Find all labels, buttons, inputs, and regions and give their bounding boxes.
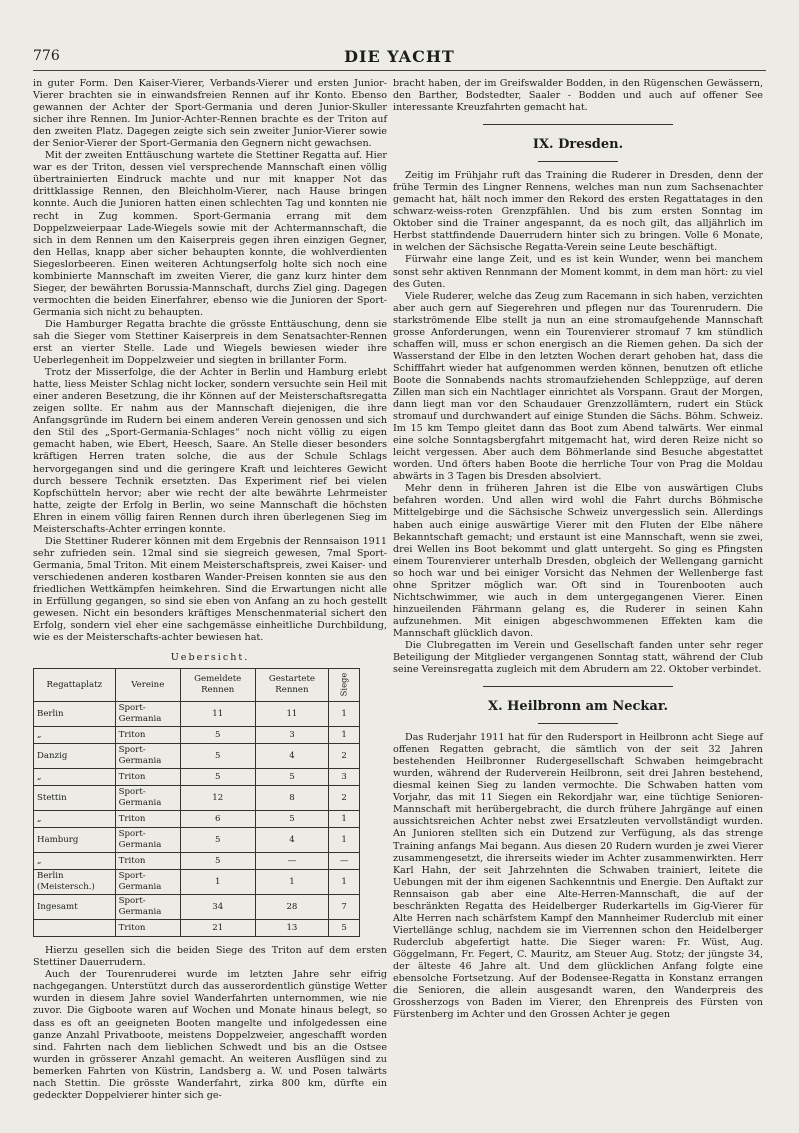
cell-gemeldete: 21	[180, 920, 255, 937]
cell-siege: 1	[329, 702, 360, 727]
cell-gemeldete: 5	[180, 853, 255, 870]
left-paragraph: Trotz der Misserfolge, die der Achter in Berlin und Hamburg erlebt hatte, liess Meister Schlag nicht locker, sondern versuchte sein Heil mit einer anderen Besetzung, die ihr Können auf der Meisterschaftsregatta zeigen sollte. Er nahm aus der Mannschaft diejenigen, die ihre Anfangsgründe im Rudern bei einem anderen Verein genossen und sich den Stil des „Sport-Germania-Schlages“ noch nicht völlig zu eigen gemacht haben, wie Ebert, Heesch, Saare. An Stelle dieser besonders kräftigen Herren traten solche, die aus der Schule Schlags hervorgegangen sind und die geringere Kraft und leichteres Gewicht durch bessere Technik ersetzten. Das Experiment rief bei vielen Kopfschütteln hervor; aber wie recht der alte bewährte Lehrmeister hatte, zeigte der Erfolg in Berlin, wo seine Mannschaft die höchsten Ehren in einem völlig fairen Rennen durch ihren überlegenen Sieg im Meisterschafts-Achter erringen konnte.	[33, 367, 387, 535]
table-header-row	[34, 669, 360, 702]
cell-regattaplatz: „	[34, 727, 116, 744]
cell-siege: 1	[329, 870, 360, 895]
left-paragraph: Die Stettiner Ruderer können mit dem Ergebnis der Rennsaison 1911 sehr zufrieden sein. 12mal sind sie siegreich gewesen, 7mal Sport-Germania, 5mal Triton. Mit einem Meisterschaftspreis, zwei Kaiser- und verschiedenen anderen kostbaren Wander-Preisen konnten sie aus den friedlichen Wettkämpfen heimkehren. Sind die Erwartungen nicht alle in Erfüllung gegangen, so sind sie eben von Anfang an zu hoch gestellt gewesen. Nicht ein besonders kräftiges Menschenmaterial sichert den Erfolg, sondern viel eher eine sachgemässe einheitliche Durchbildung, wie es der Meisterschafts-achter bewiesen hat.	[33, 535, 387, 644]
cell-verein: Sport-Germania	[115, 744, 180, 769]
section-divider	[483, 124, 673, 125]
table-row	[34, 895, 360, 920]
cell-siege: 1	[329, 727, 360, 744]
left-paragraph: Die Hamburger Regatta brachte die grösste Enttäuschung, denn sie sah die Sieger vom Stettiner Kaiserpreis in dem Senatsachter-Rennen erst an vierter Stelle. Lade und Wiegels bewiesen wieder ihre Ueberlegenheit im Doppelzweier und siegten in brillanter Form.	[33, 318, 387, 367]
cell-gemeldete: 5	[180, 727, 255, 744]
table-title: Uebersicht.	[170, 652, 250, 664]
cell-regattaplatz: Berlin (Meistersch.)	[34, 870, 116, 895]
page-number: 776	[33, 48, 60, 64]
cell-regattaplatz: Hamburg	[34, 828, 116, 853]
cell-gestartete: 1	[255, 870, 329, 895]
cell-verein: Triton	[115, 853, 180, 870]
col-header-siege: Siege	[329, 669, 360, 702]
table-row	[34, 744, 360, 769]
cell-gestartete: 5	[255, 769, 329, 786]
table-row	[34, 786, 360, 811]
cell-siege: 1	[329, 828, 360, 853]
cell-regattaplatz: Danzig	[34, 744, 116, 769]
col-header-regattaplatz: Regattaplatz	[34, 669, 116, 702]
cell-siege: 2	[329, 744, 360, 769]
cell-gemeldete: 6	[180, 811, 255, 828]
cell-regattaplatz: „	[34, 769, 116, 786]
cell-verein: Sport-Germania	[115, 828, 180, 853]
cell-regattaplatz: Stettin	[34, 786, 116, 811]
cell-regattaplatz: Ingesamt	[34, 895, 116, 920]
left-paragraph: Mit der zweiten Enttäuschung wartete die Stettiner Regatta auf. Hier war es der Triton, dessen viel versprechende Mannschaft einen völlig übertrainierten Eindruck machte und nur mit knapper Not das drittklassige Rennen, den Bleichholm-Vierer, nach Hause bringen konnte. Auch die Junioren hatten einen schlechten Tag und konnten nie recht in Zug kommen. Sport-Germania errang mit dem Doppelzweierpaar Lade-Wiegels sowie mit der Achtermannschaft, die sich in dem Rennen um den Kaiserpreis gegen ihren einzigen Gegner, den Hellas, knapp aber sicher behaupten konnte, die wohlverdienten Siegeslorbeeren. Einen weiteren Achtungserfolg holte sich noch eine kombinierte Mannschaft im zweiten Vierer, die ganz kurz hinter dem Sieger, der bewährten Borussia-Mannschaft, durchs Ziel ging. Dagegen vermochten die beiden Einerfahrer, ebenso wie die Junioren der Sport-Germania sich nicht zu behaupten.	[33, 150, 387, 318]
cell-gemeldete: 5	[180, 744, 255, 769]
cell-siege: —	[329, 853, 360, 870]
cell-gemeldete: 5	[180, 828, 255, 853]
cell-gestartete: 3	[255, 727, 329, 744]
cell-siege: 3	[329, 769, 360, 786]
cell-verein: Sport-Germania	[115, 895, 180, 920]
cell-gemeldete: 1	[180, 870, 255, 895]
cell-verein: Sport-Germania	[115, 786, 180, 811]
section-divider	[483, 686, 673, 687]
cell-siege: 5	[329, 920, 360, 937]
col-header-gemeldete: Gemeldete Rennen	[180, 669, 255, 702]
cell-gemeldete: 11	[180, 702, 255, 727]
heilbronn-paragraph: Das Ruderjahr 1911 hat für den Rudersport in Heilbronn acht Siege auf offenen Regatten gebracht, die sämtlich von der seit 32 Jahren bestehenden Heilbronner Rudergesellschaft Schwaben heimgebracht wurden, während der Ruderverein Heilbronn, seit drei Jahren bestehend, diesmal keinen Sieg zu landen vermochte. Die Schwaben hatten vom Vorjahr, das mit 11 Siegen ein Rekordjahr war, eine tüchtige Senioren-Mannschaft mit herübergebracht, die durch frühere Jahrgänge auf einen aussichtsreichen Achter nebst zwei Ersatzleuten vervollständigt wurden. An Junioren stellten sich ein Dutzend zur Verfügung, als das strenge Training anfangs Mai begann. Aus diesen 20 Rudern wurden je zwei Vierer zusammengesetzt, die ihrerseits wieder im Achter zusammenwirkten. Herr Karl Hahn, der seit Jahrzehnten die Schwaben trainiert, leitete die Uebungen mit der ihm eigenen Sachkenntnis und Energie. Den Auftakt zur Rennsaison gab aber eine Alte-Herren-Mannschaft, die auf der beschränkten Regatta des Heidelberger Ruderkartells im Gig-Vierer für Alte Herren nach schärfstem Kampf den Mannheimer Ruderclub mit einer Viertellänge schlug, nachdem sie im Vierrennen schon den Heidelberger Ruderclub abgefertigt hatte. Die Sieger waren: Fr. Wüst, Aug. Göggelmann, Fr. Fegert, C. Mauritz, am Steuer Aug. Stotz; der jüngste 34, der älteste 46 Jahre alt. Und dem glücklichen Anfang folgte eine ebensolche Fortsetzung. Auf der Bodensee-Regatta in Konstanz errangen die Senioren, die allein ausgesandt waren, den Wanderpreis des Grossherzogs von Baden im Vierer, den Ehrenpreis des Fürsten von Fürstenberg im Achter und den Grossen Achter je gegen	[393, 732, 763, 1021]
cell-verein: Sport-Germania	[115, 702, 180, 727]
cell-gestartete: 13	[255, 920, 329, 937]
heading-underline	[538, 161, 618, 162]
left-paragraph: Auch der Tourenruderei wurde im letzten Jahre sehr eifrig nachgegangen. Unterstützt durch das ausserordentlich günstige Wetter wurden in diesem Jahre soviel Wanderfahrten unternommen, wie nie zuvor. Die Gigboote waren auf Wochen und Monate hinaus belegt, so dass es oft an geeigneten Booten mangelte und infolgedessen eine ganze Anzahl Privatboote, meistens Doppelzweier, angeschafft worden sind. Fahrten nach dem lieblichen Schwedt und bis an die Ostsee wurden in grösserer Anzahl gemacht. An weiteren Ausflügen sind zu bemerken Fahrten von Küstrin, Landsberg a. W. und Posen talwärts nach Stettin. Die grösste Wanderfahrt, zirka 800 km, dürfte ein gedeckter Doppelvierer hinter sich ge-	[33, 969, 387, 1101]
table-body	[34, 702, 360, 937]
cell-gestartete: —	[255, 853, 329, 870]
cell-siege: 7	[329, 895, 360, 920]
section-heading-dresden: IX. Dresden.	[532, 137, 624, 153]
cell-siege: 2	[329, 786, 360, 811]
dresden-paragraph: Viele Ruderer, welche das Zeug zum Racemann in sich haben, verzichten aber auch gern auf Siegerehren und pflegen nur das Tourenrudern. Die starkströmende Elbe stellt ja nun an eine stromaufgehende Mannschaft grosse Anforderungen, wenn ein Tourenvierer stromauf 7 km stündlich schaffen will, muss er schon energisch an die Riemen gehen. Da sich der Wasserstand der Elbe in den letzten Wochen derart gehoben hat, dass die Schifffahrt wieder hat aufgenommen werden können, benutzen oft etliche Boote die Sonnabends nachts stromaufziehenden Schleppzüge, auf deren Zillen man sich ein Nachtlager einrichtet als Vorspann. Graut der Morgen, dann liegt man vor den Schaudauer Grenzzollämtern, rudert ein Stück stromauf und durchwandert auf einige Stunden die Sächs. Böhm. Schweiz. Im 15 km Tempo gleitet dann das Boot zum Abend talwärts. Wer einmal eine solche Sonntagsbergfahrt mitgemacht hat, wird deren Reize nicht so leicht vergessen. Aber auch dem Böhmerlande sind Besuche abgestattet worden. Und öfters haben Boote die herrliche Tour von Prag die Moldau abwärts in 3 Tagen bis Dresden absolviert.	[393, 290, 763, 483]
section-heading-heilbronn: X. Heilbronn am Neckar.	[488, 699, 668, 715]
cell-regattaplatz: „	[34, 853, 116, 870]
header-rule	[33, 70, 766, 71]
cell-gestartete: 4	[255, 744, 329, 769]
cell-gestartete: 11	[255, 702, 329, 727]
table-row	[34, 828, 360, 853]
cell-verein: Triton	[115, 811, 180, 828]
cell-gestartete: 28	[255, 895, 329, 920]
table-row	[34, 769, 360, 786]
cell-regattaplatz: „	[34, 811, 116, 828]
dresden-paragraph: Zeitig im Frühjahr ruft das Training die Ruderer in Dresden, denn der frühe Termin des Lingner Rennens, welches man nun zum Sachsenachter gemacht hat, hält noch immer den Rekord des ersten Regattatages in den schwarz-weiss-roten Grenzpfählen. Und bis zum ersten Sonntag im Oktober sind die Trainer angespannt, da es noch gilt, das alljährlich im Herbst stattfindende Dauerrudern hinter sich zu bringen. Volle 6 Monate, in welchen der Sächsische Regatta-Verein seine Leute beschäftigt.	[393, 170, 763, 254]
cell-regattaplatz: Berlin	[34, 702, 116, 727]
cell-verein: Triton	[115, 727, 180, 744]
dresden-paragraph: Mehr denn in früheren Jahren ist die Elbe von auswärtigen Clubs befahren worden. Und allen wird wohl die Fahrt durchs Böhmische Mittelgebirge und die Sächsische Schweiz unvergesslich sein. Allerdings haben auch einige auswärtige Vierer mit den Fluten der Elbe nähere Bekanntschaft gemacht; und erstaunt ist eine Mannschaft, wenn sie zwei, drei Wellen ins Boot bekommt und glatt untergeht. So ging es Pfingsten einem Tourenvierer unterhalb Dresden, obgleich der Wellengang garnicht so hoch war und bei einiger Vorsicht das Nehmen der Wellenberge fast ohne Spritzer möglich war. Oft sind in Tourenbooten auch Nichtschwimmer, wie auch in dem untergegangenen Vierer. Einen hinzueilenden Fährmann gelang es, die Ruderer in seinen Kahn aufzunehmen. Mit einigen abgeschwommenen Effekten kam die Mannschaft glücklich davon.	[393, 483, 763, 639]
overview-table	[33, 668, 360, 937]
cell-verein: Triton	[115, 920, 180, 937]
right-intro: bracht haben, der im Greifswalder Bodden, in den Rügenschen Gewässern, den Barther, Bodstedter, Saaler - Bodden und auch auf offener See interessante Kreuzfahrten gemacht hat.	[393, 78, 763, 114]
cell-verein: Sport-Germania	[115, 870, 180, 895]
right-column	[393, 78, 763, 1021]
table-row	[34, 853, 360, 870]
cell-gemeldete: 34	[180, 895, 255, 920]
table-row	[34, 727, 360, 744]
left-paragraph: Hierzu gesellen sich die beiden Siege des Triton auf dem ersten Stettiner Dauerrudern.	[33, 945, 387, 969]
table-row	[34, 811, 360, 828]
col-header-vereine: Vereine	[115, 669, 180, 702]
left-column	[33, 78, 387, 1102]
cell-gestartete: 4	[255, 828, 329, 853]
table-row	[34, 870, 360, 895]
dresden-paragraph: Fürwahr eine lange Zeit, und es ist kein Wunder, wenn bei manchem sonst sehr aktiven Rennmann der Moment kommt, in dem man hört: zu viel des Guten.	[393, 254, 763, 290]
cell-gemeldete: 12	[180, 786, 255, 811]
cell-siege: 1	[329, 811, 360, 828]
table-row	[34, 702, 360, 727]
cell-verein: Triton	[115, 769, 180, 786]
cell-gestartete: 5	[255, 811, 329, 828]
journal-title: DIE YACHT	[344, 47, 455, 66]
heading-underline	[538, 723, 618, 724]
cell-regattaplatz	[34, 920, 116, 937]
cell-gemeldete: 5	[180, 769, 255, 786]
cell-gestartete: 8	[255, 786, 329, 811]
dresden-paragraph: Die Clubregatten im Verein und Gesellschaft fanden unter sehr reger Beteiligung der Mitglieder vergangenen Sonntag statt, während der Club seine Vereinsregatta zugleich mit dem Abrudern am 22. Oktober verbindet.	[393, 639, 763, 676]
col-header-gestartete: Gestartete Rennen	[255, 669, 329, 702]
left-paragraph: in guter Form. Den Kaiser-Vierer, Verbands-Vierer und ersten Junior-Vierer brachten sie in einwandsfreien Rennen auf ihr Konto. Ebenso gewannen der Achter der Sport-Germania und deren Junior-Skuller sicher ihre Rennen. Im Junior-Achter-Rennen brachte es der Triton auf den zweiten Platz. Dagegen zeigte sich sein zweiter Junior-Vierer sowie der Senior-Vierer der Sport-Germania den Gegnern nicht gewachsen.	[33, 78, 387, 150]
table-row	[34, 920, 360, 937]
